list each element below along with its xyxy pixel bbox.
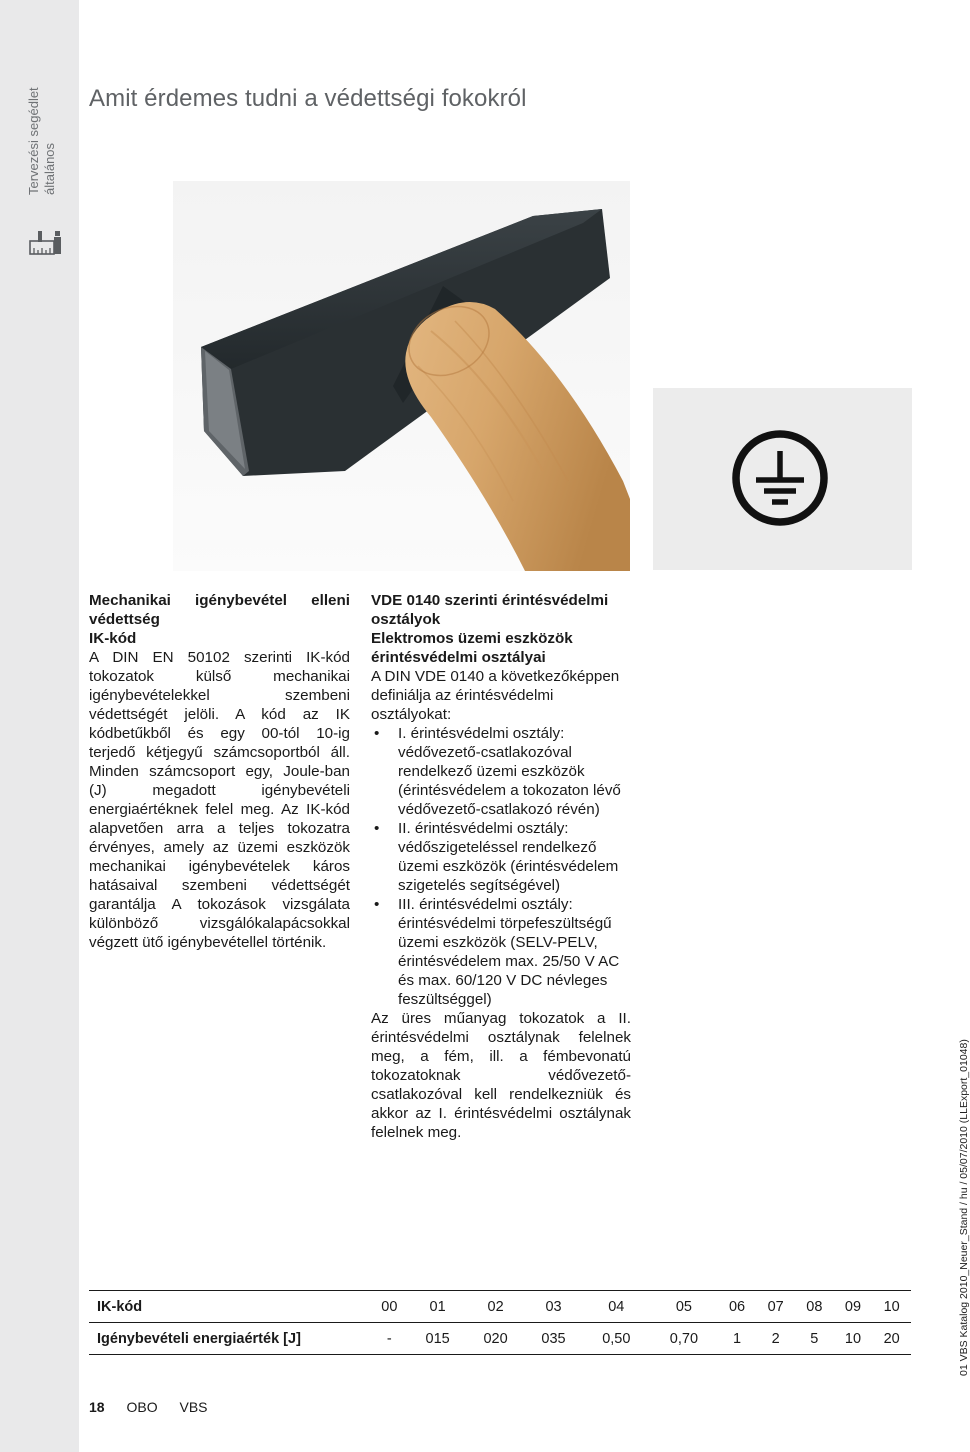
- table-cell: 1: [718, 1323, 757, 1355]
- table-cell: 5: [795, 1323, 834, 1355]
- table-cell: 01: [409, 1291, 467, 1323]
- table-cell: 03: [525, 1291, 583, 1323]
- footer-series: VBS: [179, 1399, 208, 1415]
- section-label-line1: Tervezési segédlet: [26, 87, 41, 195]
- list-item-text: I. érintésvédelmi osztály: védővezető-csatlakozóval rendelkező üzemi eszközök (érintésvédelem a tokozaton lévő védővezető-csatlakozó révén): [398, 725, 621, 818]
- table-cell: 05: [650, 1291, 718, 1323]
- bullet: •: [374, 820, 380, 837]
- list-item-text: II. érintésvédelmi osztály: védőszigeteléssel rendelkező üzemi eszközök (érintésvédelem szigetelés segítségével): [398, 820, 619, 894]
- page-footer: [89, 1399, 226, 1415]
- ik-heading: Mechanikai igénybevétel elleni védettség: [89, 592, 350, 628]
- table-cell: 2: [756, 1323, 795, 1355]
- table-cell: -: [370, 1323, 409, 1355]
- footer-brand: OBO: [126, 1399, 158, 1415]
- left-column: [89, 591, 350, 952]
- catalog-reference-note: 01 VBS Katalog 2010_Neuer_Stand / hu / 05/07/2010 (LLExport_01048): [958, 1039, 970, 1376]
- table-cell: 09: [834, 1291, 873, 1323]
- bullet: •: [374, 725, 380, 742]
- ruler-tools-icon: [29, 228, 63, 256]
- row-header: Igénybevételi energiaérték [J]: [89, 1323, 370, 1355]
- table-cell: 015: [409, 1323, 467, 1355]
- vde-heading: VDE 0140 szerinti érintésvédelmi osztályok: [371, 592, 609, 628]
- page-number: 18: [89, 1399, 105, 1415]
- ik-code-table: [89, 1290, 911, 1355]
- table-cell: 10: [834, 1323, 873, 1355]
- row-header: IK-kód: [89, 1291, 370, 1323]
- table-cell: 020: [467, 1323, 525, 1355]
- table-cell: 00: [370, 1291, 409, 1323]
- ik-subheading: IK-kód: [89, 630, 137, 647]
- list-item: [371, 724, 631, 819]
- list-item: [371, 819, 631, 895]
- table-cell: 20: [872, 1323, 911, 1355]
- table-cell: 07: [756, 1291, 795, 1323]
- table-cell: 035: [525, 1323, 583, 1355]
- vde-closing-text: Az üres műanyag tokozatok a II. érintésvédelmi osztálynak felelnek meg, a fém, ill. a fémbevonatú tokozatoknak védővezető-csatlakozóval kell rendelkezniük és akkor az I. érintésvédelmi osztálynak felelnek meg.: [371, 1010, 631, 1141]
- vde-intro: A DIN VDE 0140 a következőképpen definiálja az érintésvédelmi osztályokat:: [371, 668, 620, 723]
- sidebar: [0, 0, 79, 1452]
- list-item-text: III. érintésvédelmi osztály: érintésvédelmi törpefeszültségű üzemi eszközök (SELV-PELV, érintésvédelem max. 25/50 V AC és max. 60/120 V DC névleges feszültséggel): [398, 896, 620, 1008]
- table-cell: 06: [718, 1291, 757, 1323]
- section-label: [26, 35, 58, 195]
- table-cell: 0,70: [650, 1323, 718, 1355]
- table-row: [89, 1323, 911, 1355]
- page-title: Amit érdemes tudni a védettségi fokokról: [89, 85, 527, 112]
- protection-class-list: [371, 724, 631, 1009]
- table-cell: 10: [872, 1291, 911, 1323]
- table-cell: 02: [467, 1291, 525, 1323]
- table-row: [89, 1291, 911, 1323]
- section-label-line2: általános: [42, 142, 57, 195]
- table-cell: 04: [583, 1291, 651, 1323]
- protective-earth-symbol-icon: [653, 388, 912, 570]
- list-item: [371, 895, 631, 1009]
- bullet: •: [374, 896, 380, 913]
- right-column: [371, 591, 631, 1142]
- table-cell: 0,50: [583, 1323, 651, 1355]
- hammer-photo: [173, 181, 630, 571]
- vde-subheading: Elektromos üzemi eszközök érintésvédelmi osztályai: [371, 630, 573, 666]
- ik-body-text: A DIN EN 50102 szerinti IK-kód tokozatok külső mechanikai igénybevételekkel szembeni védettségét jelöli. A kód az IK kódbetűkből és egy 00-tól 10-ig terjedő kétjegyű számcsoportból áll. Minden számcsoport egy, Joule-ban (J) megadott igénybevételi energiaértéknek felel meg. Az IK-kód alapvetően arra a teljes tokozatra érvényes, amely az üzemi eszközök mechanikai igénybevételek káros hatásaival szembeni védettségét garantálja A tokozások vizsgálata különböző vizsgálókalapácsokkal végzett ütő igénybevétellel történik.: [89, 649, 350, 951]
- table-cell: 08: [795, 1291, 834, 1323]
- ground-symbol-panel: [653, 388, 912, 570]
